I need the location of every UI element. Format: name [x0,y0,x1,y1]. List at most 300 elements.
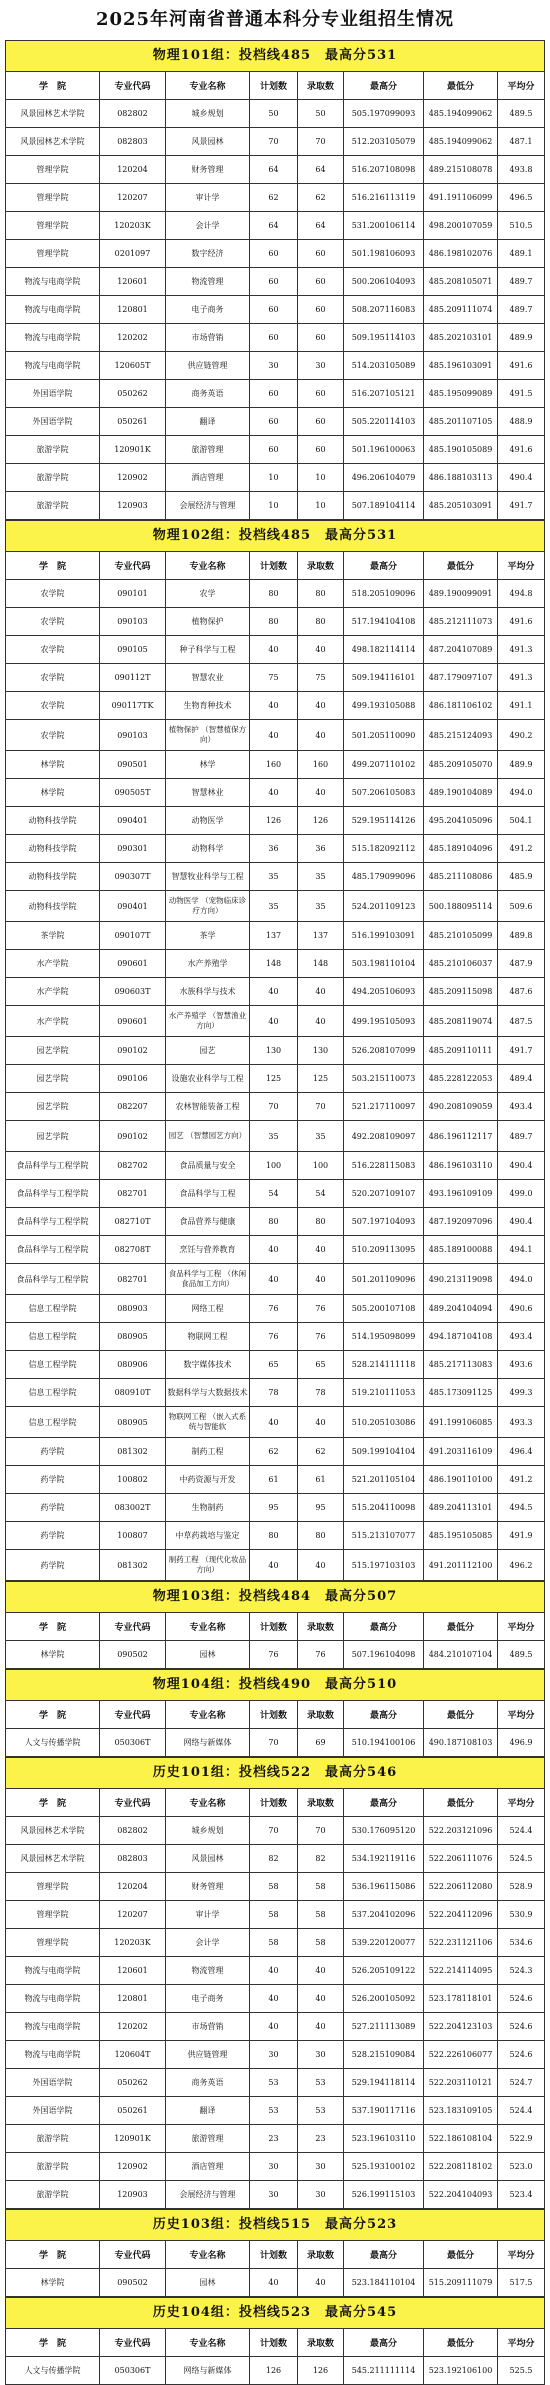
cell-code: 090603T [100,978,166,1005]
cell-plan: 76 [250,1323,298,1350]
cell-min: 522.203121096 [424,1817,498,1844]
cell-avg: 491.1 [509,701,533,710]
table-row [6,352,544,380]
cell-college: 旅游学院 [6,492,100,519]
cell-college: 管理学院 [6,1929,100,1956]
cell-admitted: 70 [298,1817,344,1844]
cell-code: 120605T [100,352,166,379]
column-header-avg: 平均分 [507,1711,535,1721]
cell-admitted: 40 [298,1236,344,1263]
table-row [6,1065,544,1093]
column-header-code: 专业代码 [100,2329,166,2356]
cell-avg: 525.5 [509,2366,533,2375]
cell-major: 电子商务 [166,1985,250,2012]
table-row [6,922,544,950]
cell-avg: 490.4 [509,1217,533,1226]
cell-code: 080910T [100,1379,166,1406]
cell-major: 食品营养与健康 [166,1208,250,1235]
cell-plan: 40 [250,2269,298,2296]
column-header-plan: 计划数 [250,72,298,99]
cell-code: 120903 [100,492,166,519]
group-header: 物理101组：投档线485 最高分531 [6,40,544,72]
cell-code: 120601 [100,1957,166,1984]
cell-college: 物流与电商学院 [6,268,100,295]
column-header-admitted: 录取数 [298,2241,344,2268]
cell-max: 510.205103086 [344,1407,424,1437]
cell-college: 农学院 [6,608,100,635]
column-header-min: 最低分 [424,72,498,99]
cell-max: 516.207105121 [344,380,424,407]
table-row [6,1295,544,1323]
admission-tables [5,40,545,2385]
group-5 [5,2209,545,2297]
cell-code: 050306T [100,1729,166,1756]
cell-plan: 35 [250,863,298,890]
cell-plan: 58 [250,1873,298,1900]
cell-major: 城乡规划 [166,1817,250,1844]
cell-max: 499.193105088 [344,692,424,719]
cell-max: 505.197099093 [344,100,424,127]
cell-min: 487.192097096 [424,1208,498,1235]
group-4 [5,1757,545,2209]
cell-avg: 491.6 [509,445,533,454]
cell-plan: 10 [250,492,298,519]
cell-admitted: 64 [298,156,344,183]
cell-avg: 489.4 [509,1074,533,1083]
cell-code: 120801 [100,1985,166,2012]
table-row [6,1466,544,1494]
cell-major: 动物科学 [166,835,250,862]
cell-max: 526.199115103 [344,2181,424,2208]
cell-plan: 70 [250,1093,298,1120]
cell-avg: 496.2 [509,1560,533,1570]
cell-college: 信息工程学院 [6,1295,100,1322]
column-header-college: 学 院 [6,2329,100,2356]
table-row [6,240,544,268]
column-header-row [6,552,544,580]
cell-plan: 70 [250,1817,298,1844]
cell-major: 会计学 [166,212,250,239]
cell-major: 茶学 [166,922,250,949]
cell-plan: 60 [250,296,298,323]
cell-plan: 62 [250,184,298,211]
cell-max: 517.194104108 [344,608,424,635]
cell-major: 动物医学 [166,807,250,834]
cell-admitted: 58 [298,1901,344,1928]
cell-major: 食品科学与工程 [166,1180,250,1207]
cell-max: 514.203105089 [344,352,424,379]
table-row [6,212,544,240]
cell-major: 生物制药 [166,1494,250,1521]
cell-avg: 491.2 [509,1475,533,1484]
cell-max: 498.182114114 [344,636,424,663]
group-header: 历史103组：投档线515 最高分523 [6,2209,544,2241]
cell-major: 风景园林 [166,1845,250,1872]
cell-plan: 36 [250,835,298,862]
cell-code: 120204 [100,1873,166,1900]
cell-min: 523.192106100 [424,2357,498,2384]
cell-max: 501.198106093 [344,240,424,267]
cell-major: 旅游管理 [166,436,250,463]
column-header-major: 专业名称 [166,1613,250,1640]
cell-max: 501.201109096 [344,1264,424,1294]
cell-college: 风景园林艺术学院 [6,100,100,127]
cell-plan: 62 [250,1438,298,1465]
cell-college: 动物科技学院 [6,835,100,862]
cell-min: 485.173091125 [424,1379,498,1406]
table-row [6,492,544,520]
cell-plan: 126 [250,2357,298,2384]
cell-avg: 490.4 [509,1161,533,1170]
cell-avg: 499.0 [509,1189,533,1198]
cell-code: 082207 [100,1093,166,1120]
cell-plan: 60 [250,436,298,463]
cell-major: 商务英语 [166,380,250,407]
cell-plan: 70 [250,128,298,155]
cell-max: 499.195105093 [344,1006,424,1036]
cell-college: 食品科学与工程学院 [6,1180,100,1207]
cell-major: 市场营销 [166,324,250,351]
cell-max: 516.199103091 [344,922,424,949]
cell-min: 485.190105089 [424,436,498,463]
cell-min: 485.208119074 [424,1006,498,1036]
cell-plan: 40 [250,2013,298,2040]
cell-admitted: 78 [298,1379,344,1406]
cell-avg: 491.5 [509,389,533,398]
cell-major: 网络工程 [166,1295,250,1322]
cell-max: 530.176095120 [344,1817,424,1844]
cell-college: 信息工程学院 [6,1379,100,1406]
column-header-max: 最高分 [344,1789,424,1816]
column-header-avg: 平均分 [507,2251,535,2261]
cell-avg: 504.1 [509,816,533,825]
cell-max: 500.206104093 [344,268,424,295]
cell-plan: 65 [250,1351,298,1378]
cell-major: 商务英语 [166,2069,250,2096]
cell-avg: 530.9 [509,1910,533,1919]
cell-min: 494.187104108 [424,1323,498,1350]
column-header-row [6,72,544,100]
cell-major: 制药工程 （现代化妆品方向） [166,1550,250,1580]
cell-major: 风景园林 [166,128,250,155]
cell-min: 485.195105085 [424,1522,498,1549]
cell-min: 490.208109059 [424,1093,498,1120]
cell-college: 旅游学院 [6,2125,100,2152]
cell-admitted: 35 [298,1121,344,1151]
table-row [6,608,544,636]
cell-admitted: 61 [298,1466,344,1493]
table-row [6,720,544,751]
cell-college: 管理学院 [6,240,100,267]
cell-college: 药学院 [6,1550,100,1580]
cell-max: 492.208109097 [344,1121,424,1151]
cell-plan: 40 [250,636,298,663]
column-header-max: 最高分 [344,552,424,579]
cell-admitted: 80 [298,580,344,607]
cell-min: 522.204112096 [424,1901,498,1928]
cell-max: 537.204102096 [344,1901,424,1928]
column-header-code: 专业代码 [100,1701,166,1728]
cell-plan: 53 [250,2097,298,2124]
cell-college: 药学院 [6,1438,100,1465]
cell-admitted: 60 [298,296,344,323]
cell-code: 120601 [100,268,166,295]
table-row [6,835,544,863]
cell-plan: 64 [250,212,298,239]
cell-code: 080906 [100,1351,166,1378]
cell-avg: 485.9 [509,872,533,881]
table-row [6,692,544,720]
cell-admitted: 70 [298,128,344,155]
cell-max: 505.200107108 [344,1295,424,1322]
column-header-plan: 计划数 [250,1789,298,1816]
cell-min: 522.226106077 [424,2041,498,2068]
cell-code: 120901K [100,2125,166,2152]
cell-major: 物联网工程 [166,1323,250,1350]
cell-admitted: 58 [298,1929,344,1956]
table-row [6,324,544,352]
cell-plan: 130 [250,1037,298,1064]
cell-major: 制药工程 [166,1438,250,1465]
cell-plan: 61 [250,1466,298,1493]
table-row [6,1351,544,1379]
cell-major: 动物医学 （宠物临床诊疗方向） [166,891,250,921]
cell-plan: 100 [250,1152,298,1179]
column-header-plan: 计划数 [250,2241,298,2268]
cell-avg: 496.9 [509,1738,533,1747]
cell-major: 林学 [166,751,250,778]
cell-min: 515.209111079 [424,2269,498,2296]
cell-admitted: 35 [298,891,344,921]
table-row [6,779,544,807]
cell-min: 522.204123103 [424,2013,498,2040]
cell-college: 食品科学与工程学院 [6,1152,100,1179]
cell-min: 485.211108086 [424,863,498,890]
cell-plan: 10 [250,464,298,491]
cell-avg: 496.4 [509,1447,533,1456]
table-row [6,2357,544,2385]
cell-admitted: 40 [298,692,344,719]
column-header-avg: 平均分 [507,2339,535,2349]
table-row [6,100,544,128]
cell-plan: 80 [250,608,298,635]
cell-code: 080905 [100,1323,166,1350]
cell-code: 120903 [100,2181,166,2208]
cell-max: 515.182092112 [344,835,424,862]
cell-avg: 489.8 [509,931,533,940]
table-row [6,1817,544,1845]
group-2 [5,1581,545,1669]
cell-min: 486.190110100 [424,1466,498,1493]
cell-max: 529.195114126 [344,807,424,834]
column-header-major: 专业名称 [166,1789,250,1816]
cell-college: 食品科学与工程学院 [6,1208,100,1235]
cell-code: 082701 [100,1180,166,1207]
column-header-code: 专业代码 [100,1789,166,1816]
cell-major: 园林 [166,2269,250,2296]
cell-college: 物流与电商学院 [6,296,100,323]
cell-plan: 58 [250,1929,298,1956]
table-row [6,408,544,436]
cell-college: 外国语学院 [6,408,100,435]
column-header-college: 学 院 [6,552,100,579]
cell-admitted: 126 [298,807,344,834]
cell-code: 082708T [100,1236,166,1263]
cell-college: 林学院 [6,751,100,778]
cell-college: 信息工程学院 [6,1351,100,1378]
table-row [6,296,544,324]
cell-plan: 40 [250,978,298,1005]
cell-plan: 30 [250,2153,298,2180]
column-header-avg: 平均分 [507,1799,535,1809]
group-0 [5,40,545,520]
cell-plan: 58 [250,1901,298,1928]
cell-college: 管理学院 [6,156,100,183]
cell-admitted: 40 [298,1550,344,1580]
column-header-code: 专业代码 [100,2241,166,2268]
cell-major: 物流管理 [166,1957,250,1984]
cell-max: 496.206104079 [344,464,424,491]
cell-avg: 489.7 [509,1131,533,1141]
cell-max: 512.203105079 [344,128,424,155]
cell-avg: 523.4 [509,2190,533,2199]
cell-min: 522.206112080 [424,1873,498,1900]
cell-code: 100807 [100,1522,166,1549]
cell-admitted: 36 [298,835,344,862]
column-header-max: 最高分 [344,2241,424,2268]
column-header-avg: 平均分 [507,1623,535,1633]
cell-plan: 160 [250,751,298,778]
cell-avg: 491.2 [509,844,533,853]
cell-min: 485.210105099 [424,922,498,949]
column-header-avg: 平均分 [507,82,535,92]
table-row [6,268,544,296]
column-header-min: 最低分 [424,1613,498,1640]
cell-plan: 80 [250,580,298,607]
cell-max: 526.208107099 [344,1037,424,1064]
cell-major: 智慧林业 [166,779,250,806]
table-row [6,807,544,835]
cell-major: 智慧农业 [166,664,250,691]
table-row [6,1494,544,1522]
column-header-max: 最高分 [344,2329,424,2356]
cell-admitted: 60 [298,436,344,463]
column-header-code: 专业代码 [100,1613,166,1640]
cell-major: 酒店管理 [166,2153,250,2180]
cell-code: 120203K [100,1929,166,1956]
cell-code: 090601 [100,950,166,977]
column-header-plan: 计划数 [250,1701,298,1728]
cell-college: 水产学院 [6,978,100,1005]
cell-admitted: 40 [298,1985,344,2012]
cell-max: 523.184110104 [344,2269,424,2296]
cell-major: 水族科学与技术 [166,978,250,1005]
cell-plan: 40 [250,1550,298,1580]
cell-admitted: 60 [298,268,344,295]
table-row [6,156,544,184]
cell-major: 智慧牧业科学与工程 [166,863,250,890]
cell-code: 090117TK [100,692,166,719]
cell-college: 药学院 [6,1522,100,1549]
cell-min: 522.231121106 [424,1929,498,1956]
table-row [6,1729,544,1757]
cell-admitted: 60 [298,240,344,267]
cell-admitted: 40 [298,2013,344,2040]
cell-min: 489.190099091 [424,580,498,607]
table-row [6,1407,544,1438]
cell-avg: 488.9 [509,417,533,426]
cell-college: 管理学院 [6,212,100,239]
cell-code: 090502 [100,1641,166,1668]
cell-min: 485.209105070 [424,751,498,778]
cell-major: 植物保护 （智慧植保方向） [166,720,250,750]
cell-code: 090101 [100,580,166,607]
cell-college: 信息工程学院 [6,1323,100,1350]
cell-min: 491.203116109 [424,1438,498,1465]
group-1 [5,520,545,1581]
cell-admitted: 95 [298,1494,344,1521]
table-row [6,1873,544,1901]
cell-major: 网络与新媒体 [166,1729,250,1756]
cell-min: 500.188095114 [424,891,498,921]
column-header-min: 最低分 [424,2241,498,2268]
cell-min: 489.190104089 [424,779,498,806]
table-row [6,1379,544,1407]
cell-min: 485.189104096 [424,835,498,862]
cell-major: 财务管理 [166,156,250,183]
cell-code: 090102 [100,1037,166,1064]
cell-avg: 491.9 [509,1531,533,1540]
table-row [6,1121,544,1152]
cell-college: 农学院 [6,664,100,691]
cell-major: 中药资源与开发 [166,1466,250,1493]
column-header-row [6,1613,544,1641]
cell-college: 物流与电商学院 [6,352,100,379]
cell-min: 522.206111076 [424,1845,498,1872]
cell-college: 农学院 [6,636,100,663]
cell-code: 120204 [100,156,166,183]
column-header-avg: 平均分 [507,562,535,572]
cell-code: 081302 [100,1438,166,1465]
column-header-major: 专业名称 [166,72,250,99]
cell-admitted: 65 [298,1351,344,1378]
cell-avg: 487.5 [509,1016,533,1026]
cell-avg: 494.1 [509,1245,533,1254]
cell-min: 486.198102076 [424,240,498,267]
cell-plan: 80 [250,1522,298,1549]
cell-max: 519.210111053 [344,1379,424,1406]
cell-min: 489.204104094 [424,1295,498,1322]
cell-major: 审计学 [166,1901,250,1928]
cell-major: 电子商务 [166,296,250,323]
table-row [6,863,544,891]
table-row [6,1957,544,1985]
cell-major: 翻译 [166,408,250,435]
cell-avg: 489.7 [509,277,533,286]
table-row [6,1093,544,1121]
cell-min: 486.188103113 [424,464,498,491]
cell-college: 旅游学院 [6,2153,100,2180]
table-row [6,1323,544,1351]
cell-avg: 494.5 [509,1503,533,1512]
group-6 [5,2297,545,2385]
cell-college: 农学院 [6,580,100,607]
column-header-plan: 计划数 [250,552,298,579]
cell-major: 会展经济与管理 [166,492,250,519]
cell-code: 082702 [100,1152,166,1179]
cell-admitted: 40 [298,1006,344,1036]
cell-min: 485.208105071 [424,268,498,295]
